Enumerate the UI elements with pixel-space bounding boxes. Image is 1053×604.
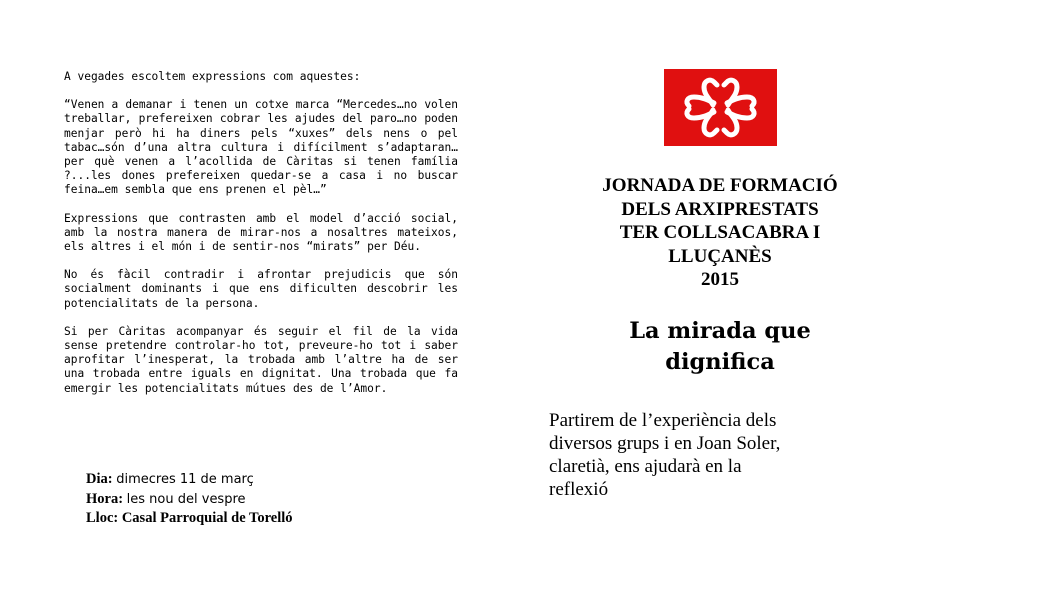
title-line: DELS ARXIPRESTATS <box>621 198 819 220</box>
caritas-cross-icon <box>664 69 777 146</box>
caritas-logo <box>664 69 777 146</box>
intro-line: claretià, ens ajudarà en la <box>549 456 742 477</box>
motto-line: dignifica <box>665 349 775 375</box>
event-time <box>86 490 293 510</box>
title-line: LLUÇANÈS <box>668 245 772 267</box>
event-title <box>540 174 900 292</box>
title-year: 2015 <box>701 269 739 290</box>
time-value: les nou del vespre <box>126 491 246 507</box>
time-label: Hora: <box>86 490 124 507</box>
motto-line: La mirada que <box>629 318 811 344</box>
intro-line: diversos grups i en Joan Soler, <box>549 433 781 454</box>
title-line: TER COLLSACABRA I <box>619 222 821 243</box>
title-line: JORNADA DE FORMACIÓ <box>602 175 838 196</box>
left-text-column <box>64 70 458 410</box>
event-day <box>86 470 293 490</box>
quoted-expressions-paragraph: “Venen a demanar i tenen un cotxe marca “Mercedes…no volen treballar, prefereixen cobrar les ajudes del paro…no poden menjar però hi ha diners pels “xuxes” dels nens o pel tabac…són d’una altra cultura i difícilment s’adaptaran…per què venen a l’acollida de Càritas si tenen família ?...les dones prefereixen quedar-se a casa i no buscar feina…em sembla que ens prenen el pèl…” <box>64 98 458 197</box>
caritas-accompaniment-paragraph: Si per Càritas acompanyar és seguir el fil de la vida sense pretendre controlar-ho tot, preveure-ho tot i saber aprofitar l’inesperat, la trobada amb l’altre ha de ser una trobada entre iguals en dignitat. Una trobada que fa emergir les potencialitats mútues des de l’Amor. <box>64 324 458 395</box>
intro-line: Partirem de l’experiència dels <box>549 410 777 431</box>
event-details <box>86 470 293 528</box>
event-place <box>86 509 293 528</box>
intro-line: reflexió <box>549 479 609 500</box>
contrast-paragraph: Expressions que contrasten amb el model d’acció social, amb la nostra manera de mirar-nos a nosaltres mateixos, els altres i el món i de sentir-nos “mirats” per Déu. <box>64 211 458 254</box>
intro-sentence: A vegades escoltem expressions com aquestes: <box>64 70 361 83</box>
speaker-intro <box>549 409 879 501</box>
day-value: dimecres 11 de març <box>116 472 254 487</box>
prejudice-paragraph: No és fàcil contradir i afrontar prejudicis que són socialment dominants i que ens dificulten descobrir les potencialitats de la persona. <box>64 268 458 310</box>
place-text: Lloc: Casal Parroquial de Torelló <box>86 510 293 526</box>
day-label: Dia: <box>86 471 113 487</box>
motto-heading <box>540 316 900 378</box>
